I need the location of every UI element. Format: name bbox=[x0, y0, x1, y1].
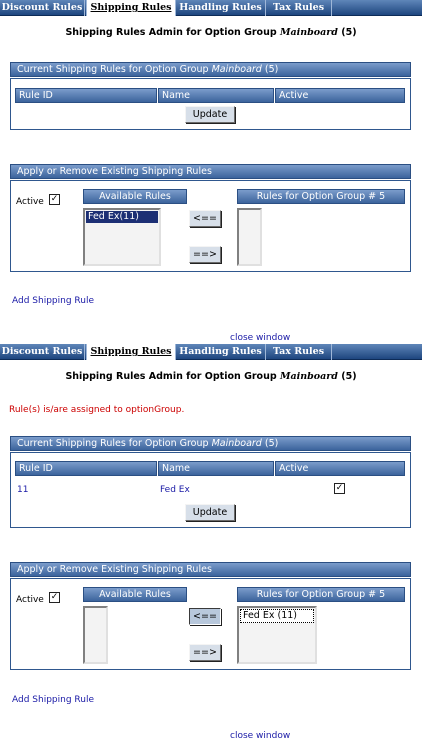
update-button[interactable]: Update bbox=[185, 504, 235, 521]
assigned-rules-header: Rules for Option Group # 5 bbox=[237, 587, 405, 602]
col-name: Name bbox=[158, 461, 274, 476]
current-rules-box bbox=[10, 452, 411, 528]
rule-id-cell: 11 bbox=[17, 485, 29, 495]
panel-after bbox=[0, 344, 422, 744]
active-checkbox[interactable]: ✓ bbox=[50, 194, 59, 204]
available-rules-header: Available Rules bbox=[83, 587, 187, 602]
tab-tax-rules[interactable]: Tax Rules bbox=[266, 344, 332, 360]
status-message: Rule(s) is/are assigned to optionGroup. bbox=[9, 405, 185, 415]
page-title: Shipping Rules Admin for Option Group Mainboard (5) bbox=[65, 27, 357, 38]
close-window-link[interactable]: close window bbox=[230, 731, 291, 741]
rule-active-checkbox[interactable]: ✓ bbox=[335, 483, 344, 493]
list-item[interactable]: Fed Ex(11) bbox=[86, 211, 158, 223]
tab-shipping-rules[interactable]: Shipping Rules bbox=[86, 344, 176, 360]
available-rules-list[interactable] bbox=[83, 606, 108, 664]
rule-name-cell[interactable]: Fed Ex bbox=[160, 485, 190, 495]
tab-handling-rules[interactable]: Handling Rules bbox=[176, 344, 266, 360]
current-rules-header: Current Shipping Rules for Option Group Mainboard (5) bbox=[10, 62, 411, 77]
current-rules-box bbox=[10, 78, 411, 130]
add-shipping-rule-link[interactable]: Add Shipping Rule bbox=[12, 695, 94, 705]
current-rules-header: Current Shipping Rules for Option Group Mainboard (5) bbox=[10, 436, 411, 451]
page-title: Shipping Rules Admin for Option Group Mainboard (5) bbox=[65, 371, 357, 382]
active-label: Active bbox=[16, 197, 44, 207]
available-rules-list[interactable] bbox=[83, 208, 161, 266]
col-rule-id: Rule ID bbox=[15, 461, 157, 476]
move-right-button[interactable]: ==> bbox=[189, 246, 221, 263]
close-window-link[interactable]: close window bbox=[230, 333, 291, 343]
tab-discount-rules[interactable]: Discount Rules bbox=[0, 0, 85, 16]
apply-rules-box bbox=[10, 578, 411, 670]
col-name: Name bbox=[158, 88, 274, 103]
tab-strip bbox=[0, 0, 422, 16]
col-active: Active bbox=[275, 461, 405, 476]
apply-rules-header: Apply or Remove Existing Shipping Rules bbox=[10, 164, 411, 179]
assigned-rules-list[interactable] bbox=[237, 606, 317, 664]
tab-tax-rules[interactable]: Tax Rules bbox=[266, 0, 332, 16]
tab-discount-rules[interactable]: Discount Rules bbox=[0, 344, 85, 360]
active-checkbox[interactable]: ✓ bbox=[50, 592, 59, 602]
apply-rules-header: Apply or Remove Existing Shipping Rules bbox=[10, 562, 411, 577]
move-left-button[interactable]: <== bbox=[189, 210, 221, 227]
col-rule-id: Rule ID bbox=[15, 88, 157, 103]
apply-rules-box bbox=[10, 180, 411, 272]
available-rules-header: Available Rules bbox=[83, 189, 187, 204]
active-label: Active bbox=[16, 595, 44, 605]
panel-before bbox=[0, 0, 422, 344]
assigned-rules-header: Rules for Option Group # 5 bbox=[237, 189, 405, 204]
assigned-rules-list[interactable] bbox=[237, 208, 262, 266]
update-button[interactable]: Update bbox=[185, 106, 235, 123]
tab-handling-rules[interactable]: Handling Rules bbox=[176, 0, 266, 16]
col-active: Active bbox=[275, 88, 405, 103]
move-left-button[interactable]: <== bbox=[189, 608, 221, 625]
list-item[interactable]: Fed Ex (11) bbox=[240, 609, 314, 623]
move-right-button[interactable]: ==> bbox=[189, 644, 221, 661]
tab-shipping-rules[interactable]: Shipping Rules bbox=[86, 0, 176, 16]
add-shipping-rule-link[interactable]: Add Shipping Rule bbox=[12, 296, 94, 306]
tab-strip bbox=[0, 344, 422, 360]
